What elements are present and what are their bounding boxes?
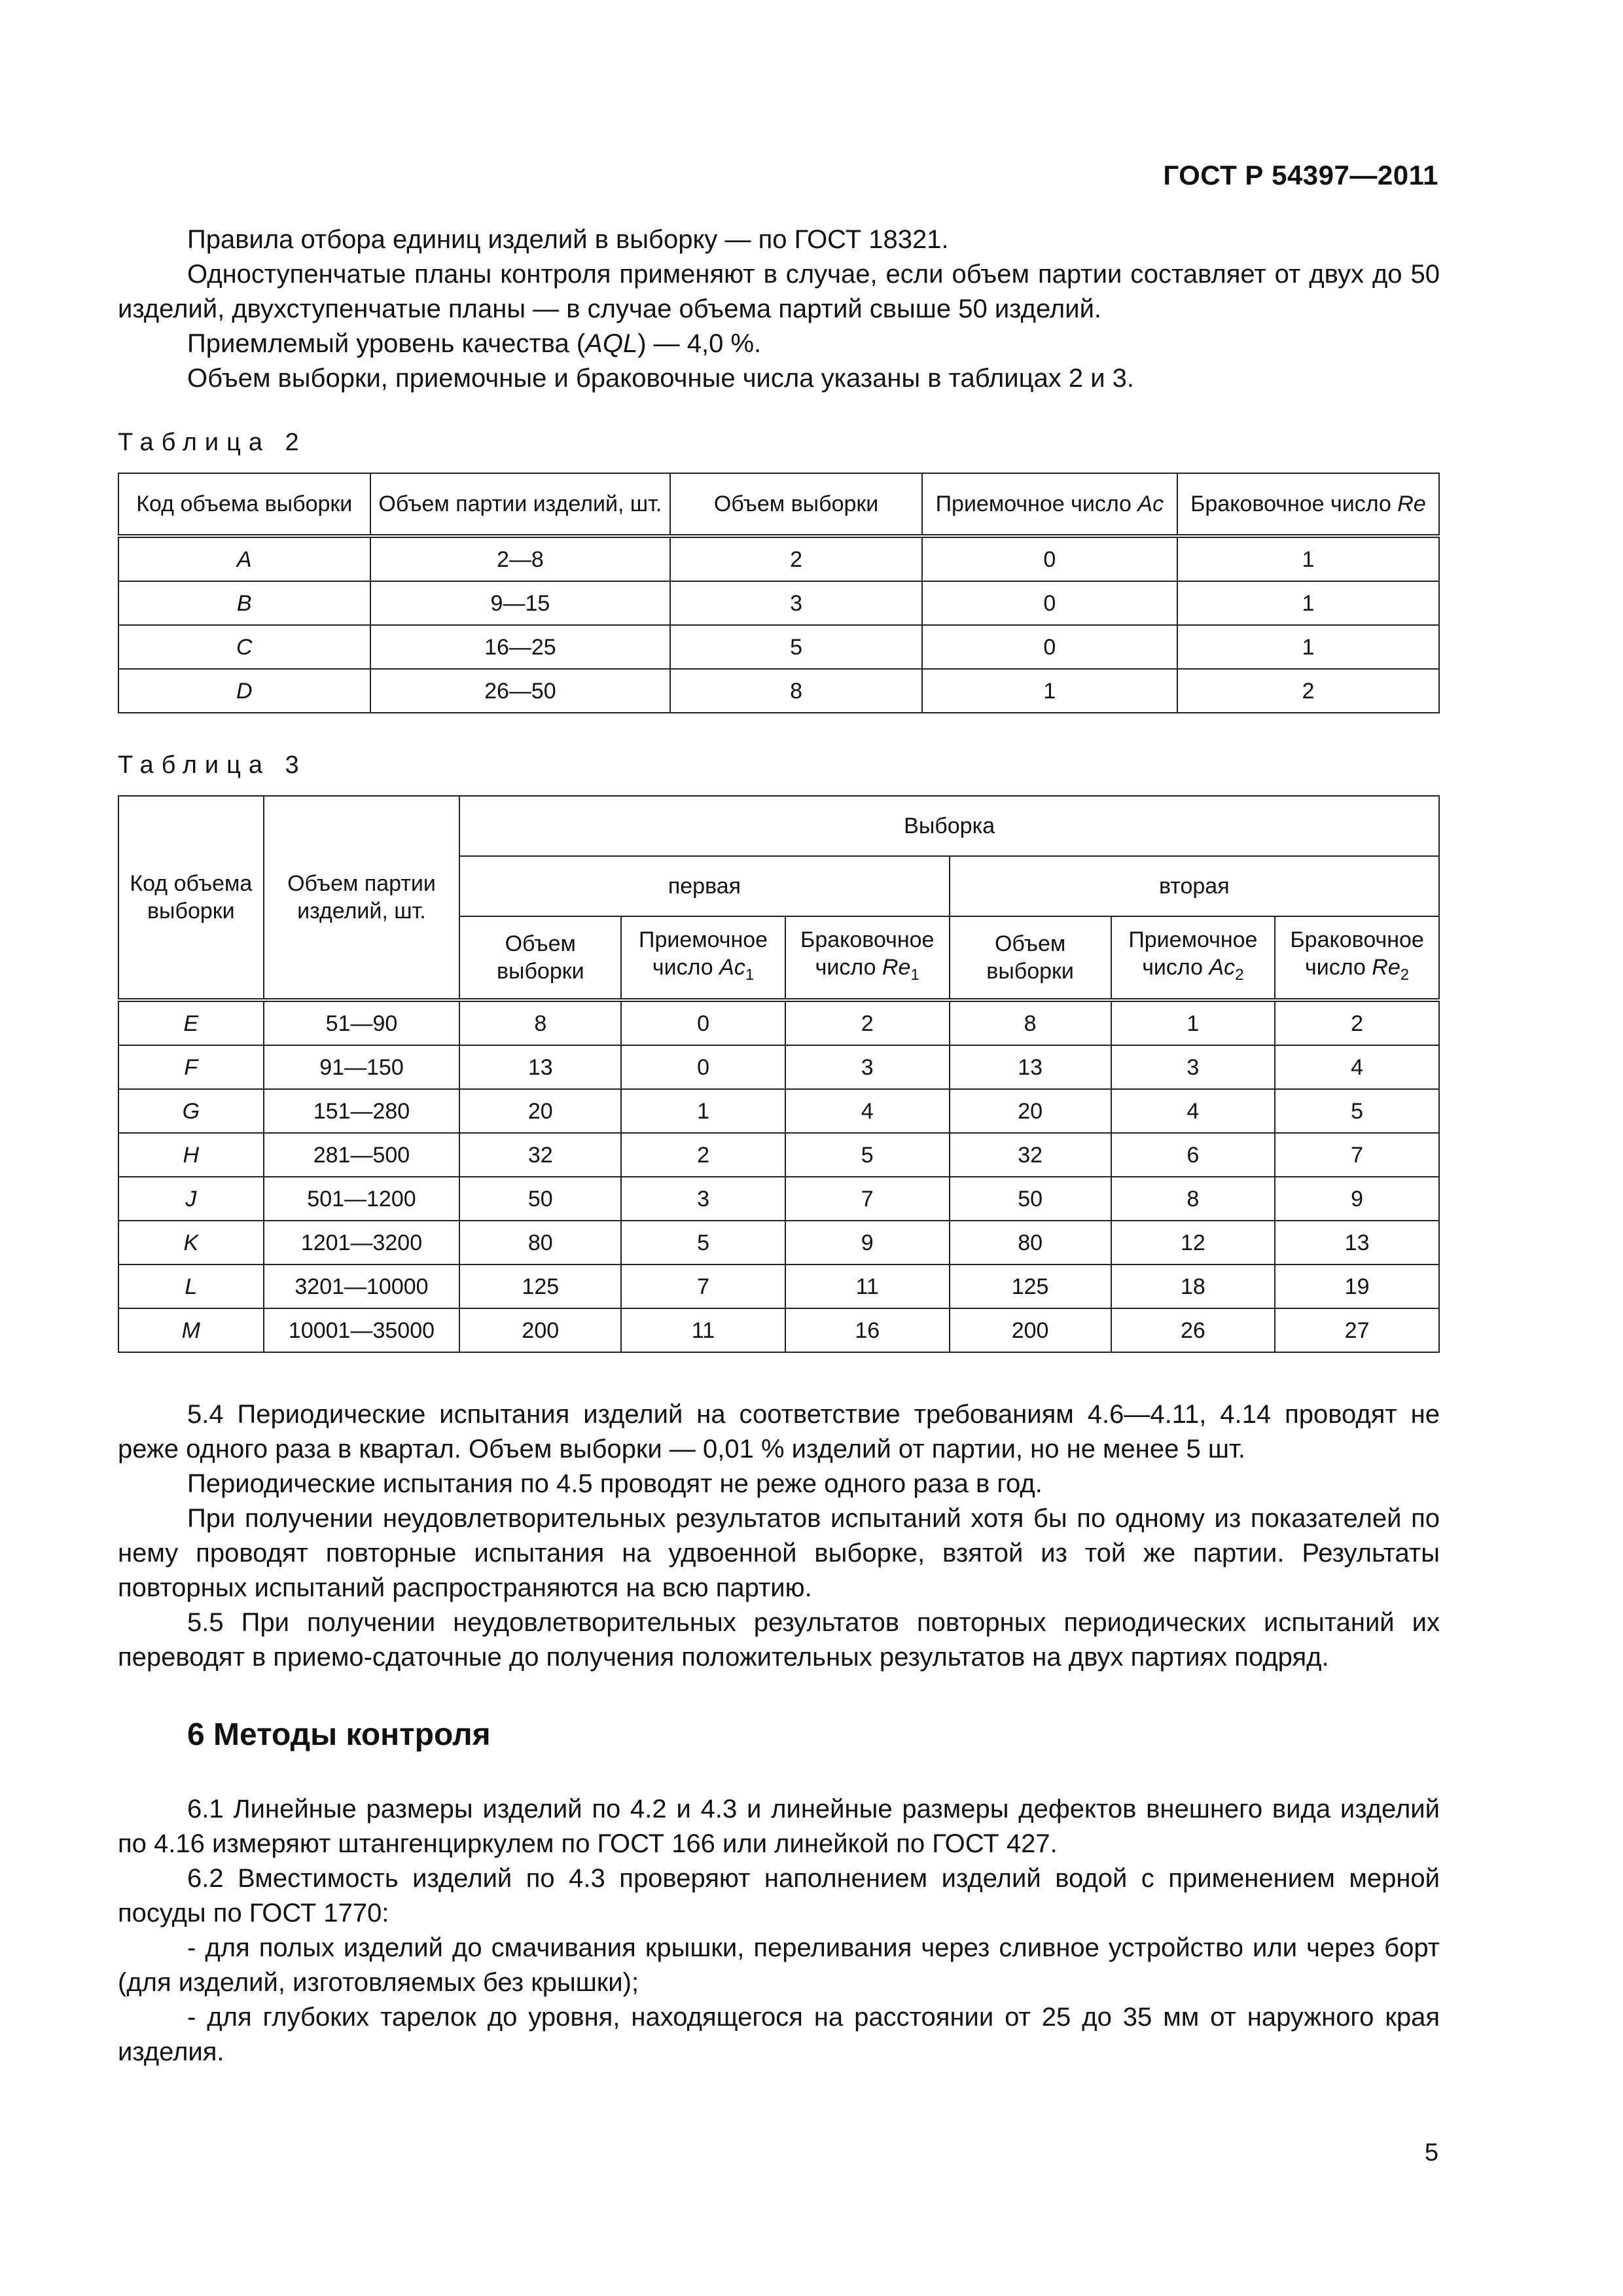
table-row: [118, 1089, 1439, 1133]
table-cell: 26: [1111, 1308, 1275, 1352]
table-cell: G: [118, 1089, 264, 1133]
table-cell: 13: [459, 1045, 621, 1089]
table-cell: 125: [950, 1265, 1111, 1308]
table-cell: 9: [785, 1221, 950, 1265]
table-cell: 0: [922, 536, 1177, 581]
table-cell: 0: [922, 625, 1177, 669]
table-row: [118, 581, 1439, 625]
table-cell: 20: [459, 1089, 621, 1133]
section-title-6: 6 Методы контроля: [187, 1717, 491, 1752]
table-cell: E: [118, 1000, 264, 1045]
aql-suffix: ) — 4,0 %.: [637, 329, 762, 358]
table-row: [118, 1221, 1439, 1265]
table-cell: 8: [1111, 1177, 1275, 1221]
table-cell: D: [118, 669, 370, 713]
table-cell: 1: [922, 669, 1177, 713]
table-cell: 2—8: [370, 536, 671, 581]
table-cell: 3201—10000: [264, 1265, 460, 1308]
table-cell: 5: [785, 1133, 950, 1177]
table3-header-lot: Объем партии изделий, шт.: [264, 796, 460, 1000]
table-row: [118, 625, 1439, 669]
table3-header-reject-1: Браковочное число $Re_1$: [785, 916, 950, 1000]
table-cell: B: [118, 581, 370, 625]
table-cell: K: [118, 1221, 264, 1265]
table3-caption: Таблица 3: [118, 751, 307, 779]
table3-header-volume-2: Объем выборки: [950, 916, 1111, 1000]
table-cell: 32: [459, 1133, 621, 1177]
table2-header-code: Код объема выборки: [118, 473, 370, 536]
table-cell: 7: [785, 1177, 950, 1221]
table-cell: 18: [1111, 1265, 1275, 1308]
table-cell: 200: [459, 1308, 621, 1352]
table-cell: 13: [950, 1045, 1111, 1089]
aql-prefix: Приемлемый уровень качества (: [187, 329, 586, 358]
table-cell: 10001—35000: [264, 1308, 460, 1352]
table-cell: A: [118, 536, 370, 581]
paragraph-aql: [118, 327, 1440, 361]
table-cell: L: [118, 1265, 264, 1308]
table-cell: 1201—3200: [264, 1221, 460, 1265]
table-row: [118, 1308, 1439, 1352]
table-cell: 2: [1177, 669, 1439, 713]
table3-header-accept-2: Приемочное число $Ac_2$: [1111, 916, 1275, 1000]
table-cell: 5: [1275, 1089, 1439, 1133]
table-cell: 80: [950, 1221, 1111, 1265]
page-content: [118, 223, 1440, 2070]
table3-header-code: Код объема выборки: [118, 796, 264, 1000]
table3-header-second: вторая: [950, 856, 1439, 916]
paragraph-6-1: 6.1 Линейные размеры изделий по 4.2 и 4.3 и линейные размеры дефектов внешнего вида изделий по 4.16 измеряют штангенциркулем по ГОСТ 166 или линейкой по ГОСТ 427.: [118, 1795, 1440, 1858]
table-cell: 26—50: [370, 669, 671, 713]
table-cell: 3: [1111, 1045, 1275, 1089]
table3-header-accept-1: Приемочное число $Ac_1$: [621, 916, 785, 1000]
table-cell: F: [118, 1045, 264, 1089]
table2-header-lot: Объем партии изделий, шт.: [370, 473, 671, 536]
table-cell: 8: [670, 669, 922, 713]
table-cell: 51—90: [264, 1000, 460, 1045]
table-row: [118, 1045, 1439, 1089]
paragraph-5-5: 5.5 При получении неудовлетворительных результатов повторных периодических испытаний их переводят в приемо-сдаточные до получения положительных результатов на двух партиях подряд.: [118, 1608, 1440, 1672]
table-cell: 50: [950, 1177, 1111, 1221]
table-cell: H: [118, 1133, 264, 1177]
table-cell: 4: [785, 1089, 950, 1133]
table-cell: 32: [950, 1133, 1111, 1177]
table2-header-accept: Приемочное число Ac: [922, 473, 1177, 536]
table-cell: 6: [1111, 1133, 1275, 1177]
paragraph-5-4: 5.4 Периодические испытания изделий на соответствие требованиям 4.6—4.11, 4.14 проводят не реже одного раза в квартал. Объем выборки — 0,01 % изделий от партии, но не менее 5 шт.: [118, 1400, 1440, 1463]
table-cell: 20: [950, 1089, 1111, 1133]
list-item: - для глубоких тарелок до уровня, находящегося на расстоянии от 25 до 35 мм от наружного края изделия.: [118, 2003, 1440, 2066]
table-cell: 1: [1111, 1000, 1275, 1045]
page-number: 5: [1424, 2139, 1438, 2166]
table-cell: M: [118, 1308, 264, 1352]
table-cell: C: [118, 625, 370, 669]
table3-header-first: первая: [459, 856, 949, 916]
table2-header-sample: Объем выборки: [670, 473, 922, 536]
document-code: ГОСТ Р 54397—2011: [1163, 160, 1438, 190]
table-cell: 125: [459, 1265, 621, 1308]
table-cell: 3: [670, 581, 922, 625]
table3-header-reject-2: Браковочное число $Re_2$: [1275, 916, 1439, 1000]
table-row: [118, 1133, 1439, 1177]
table-cell: 8: [459, 1000, 621, 1045]
table-cell: 7: [621, 1265, 785, 1308]
table-cell: J: [118, 1177, 264, 1221]
table-cell: 13: [1275, 1221, 1439, 1265]
table-cell: 5: [621, 1221, 785, 1265]
table-cell: 16: [785, 1308, 950, 1352]
table-cell: 91—150: [264, 1045, 460, 1089]
table-cell: 2: [670, 536, 922, 581]
table-cell: 8: [950, 1000, 1111, 1045]
table3-header-sample: Выборка: [459, 796, 1439, 856]
table-cell: 11: [785, 1265, 950, 1308]
paragraph-control-plans: Одноступенчатые планы контроля применяют в случае, если объем партии составляет от двух до 50 изделий, двухступенчатые планы — в случае объема партий свыше 50 изделий.: [118, 260, 1440, 323]
table-cell: 12: [1111, 1221, 1275, 1265]
table2: [118, 473, 1440, 713]
table-row: [118, 1265, 1439, 1308]
table-cell: 3: [785, 1045, 950, 1089]
paragraph-tables-ref: Объем выборки, приемочные и браковочные числа указаны в таблицах 2 и 3.: [187, 364, 1135, 393]
table-cell: 0: [621, 1045, 785, 1089]
paragraph-6-2: 6.2 Вместимость изделий по 4.3 проверяют наполнением изделий водой с применением мерной посуды по ГОСТ 1770:: [118, 1864, 1440, 1928]
paragraph-periodic-4-5: Периодические испытания по 4.5 проводят не реже одного раза в год.: [187, 1469, 1043, 1498]
paragraph-sampling-rules: Правила отбора единиц изделий в выборку — по ГОСТ 18321.: [187, 225, 949, 254]
table-cell: 4: [1111, 1089, 1275, 1133]
table-cell: 0: [922, 581, 1177, 625]
table2-header-reject: Браковочное число Re: [1177, 473, 1439, 536]
table-cell: 1: [1177, 581, 1439, 625]
table-row: [118, 1177, 1439, 1221]
table-cell: 27: [1275, 1308, 1439, 1352]
table-cell: 16—25: [370, 625, 671, 669]
table-cell: 1: [1177, 625, 1439, 669]
table-cell: 50: [459, 1177, 621, 1221]
aql-abbr: AQL: [585, 329, 638, 358]
table-row: [118, 1000, 1439, 1045]
table3: [118, 795, 1440, 1353]
table-cell: 9: [1275, 1177, 1439, 1221]
table-row: [118, 669, 1439, 713]
table-cell: 2: [621, 1133, 785, 1177]
table3-header-volume-1: Объем выборки: [459, 916, 621, 1000]
list-item: - для полых изделий до смачивания крышки, переливания через сливное устройство или через борт (для изделий, изготовляемых без крышки);: [118, 1933, 1440, 1997]
table2-caption: Таблица 2: [118, 429, 307, 456]
table-row: [118, 536, 1439, 581]
paragraph-retest: При получении неудовлетворительных результатов испытаний хотя бы по одному из показателей по нему проводят повторные испытания на удвоенной выборке, взятой из той же партии. Результаты повторных испытаний распространяются на всю партию.: [118, 1504, 1440, 1602]
table-cell: 151—280: [264, 1089, 460, 1133]
table-cell: 80: [459, 1221, 621, 1265]
table-cell: 3: [621, 1177, 785, 1221]
table-cell: 0: [621, 1000, 785, 1045]
table-cell: 5: [670, 625, 922, 669]
table-cell: 501—1200: [264, 1177, 460, 1221]
table-cell: 1: [1177, 536, 1439, 581]
table-cell: 7: [1275, 1133, 1439, 1177]
table-cell: 11: [621, 1308, 785, 1352]
table-cell: 4: [1275, 1045, 1439, 1089]
table-cell: 281—500: [264, 1133, 460, 1177]
table-cell: 200: [950, 1308, 1111, 1352]
table-cell: 1: [621, 1089, 785, 1133]
table-cell: 2: [1275, 1000, 1439, 1045]
table-cell: 19: [1275, 1265, 1439, 1308]
table-cell: 9—15: [370, 581, 671, 625]
table-cell: 2: [785, 1000, 950, 1045]
